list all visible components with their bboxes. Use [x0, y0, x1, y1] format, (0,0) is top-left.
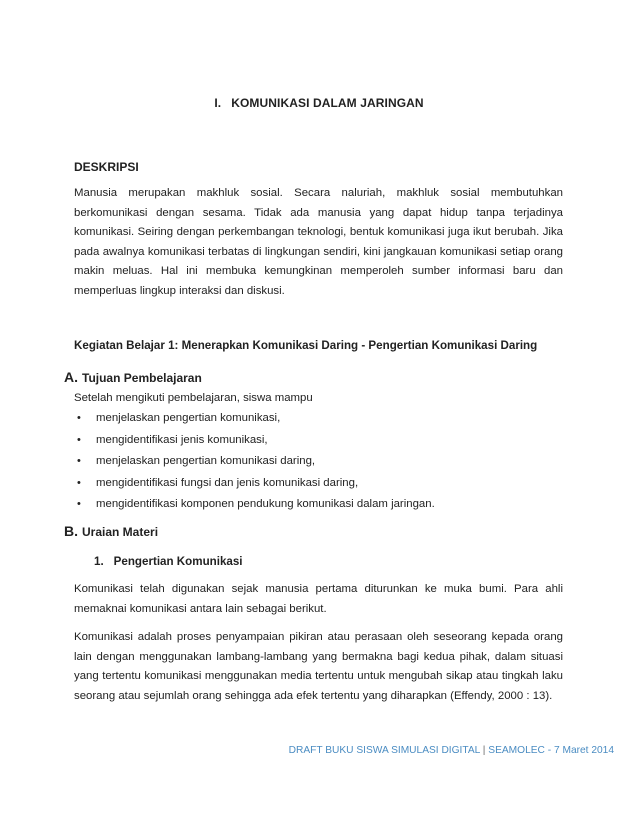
section-b-title: Uraian Materi: [82, 525, 159, 539]
bullet-icon: •: [77, 476, 81, 489]
materi-paragraph-2: Komunikasi adalah proses penyampaian pikiran atau perasaan oleh seseorang kepada orang lain dengan menggunakan lambang-lambang yang bermakna bagi kedua pihak, dalam situasi yang tertentu komunikasi menggunakan media tertentu untuk mengubah sikap atau tingkah laku seorang atau sejumlah orang sehingga ada efek tertentu yang diharapkan (Effendy, 2000 : 13).: [74, 631, 563, 702]
materi-paragraph-1: Komunikasi telah digunakan sejak manusia pertama diturunkan ke muka bumi. Para ahli memaknai komunikasi antara lain sebagai berikut.: [74, 583, 563, 615]
section-b-letter: B.: [64, 523, 78, 539]
list-item-text: mengidentifikasi jenis komunikasi,: [96, 433, 268, 446]
chapter-title-text: KOMUNIKASI DALAM JARINGAN: [231, 96, 424, 110]
list-item: [74, 494, 563, 516]
footer-separator: |: [482, 745, 486, 756]
list-item: [74, 473, 563, 495]
bullet-icon: •: [77, 498, 81, 510]
list-item-text: menjelaskan pengertian komunikasi daring,: [96, 455, 316, 467]
list-item: [74, 408, 563, 430]
section-a-intro: Setelah mengikuti pembelajaran, siswa mampu: [74, 392, 313, 404]
list-item-text: menjelaskan pengertian komunikasi,: [96, 412, 281, 424]
list-item: [74, 430, 563, 452]
subsection-title: Pengertian Komunikasi: [113, 555, 243, 568]
kegiatan-heading: Kegiatan Belajar 1: Menerapkan Komunikasi Daring - Pengertian Komunikasi Daring: [74, 339, 538, 352]
section-a-letter: A.: [64, 369, 78, 385]
chapter-title: [0, 96, 638, 110]
deskripsi-heading: DESKRIPSI: [74, 160, 139, 174]
chapter-number: I.: [214, 96, 222, 110]
section-a-heading: [64, 369, 202, 385]
section-a-title: Tujuan Pembelajaran: [82, 371, 202, 385]
learning-objectives-list: [74, 408, 563, 516]
list-item-text: mengidentifikasi fungsi dan jenis komunikasi daring,: [96, 476, 359, 489]
list-item: [74, 451, 563, 473]
bullet-icon: •: [77, 455, 81, 467]
subsection-heading: [94, 555, 243, 568]
bullet-icon: •: [77, 412, 81, 424]
deskripsi-paragraph: Manusia merupakan makhluk sosial. Secara naluriah, makhluk sosial membutuhkan berkomunikasi dengan sesama. Tidak ada manusia yang dapat hidup tanpa terjadinya komunikasi. Seiring dengan perkembangan teknologi, bentuk komunikasi juga ikut berubah. Jika pada awalnya komunikasi terbatas di lingkungan sendiri, kini jangkauan komunikasi setiap orang makin meluas. Hal ini membuka kemungkinan memperoleh sumber informasi baru dan memperluas lingkup interaksi dan diskusi.: [74, 187, 563, 297]
footer-book-title: DRAFT BUKU SISWA SIMULASI DIGITAL: [288, 745, 480, 756]
bullet-icon: •: [77, 433, 81, 446]
subsection-number: 1.: [94, 555, 104, 568]
section-b-heading: [64, 523, 158, 539]
footer-publisher-date: SEAMOLEC - 7 Maret 2014: [488, 745, 614, 756]
page-footer: [289, 745, 614, 756]
list-item-text: mengidentifikasi komponen pendukung komunikasi dalam jaringan.: [96, 498, 435, 510]
